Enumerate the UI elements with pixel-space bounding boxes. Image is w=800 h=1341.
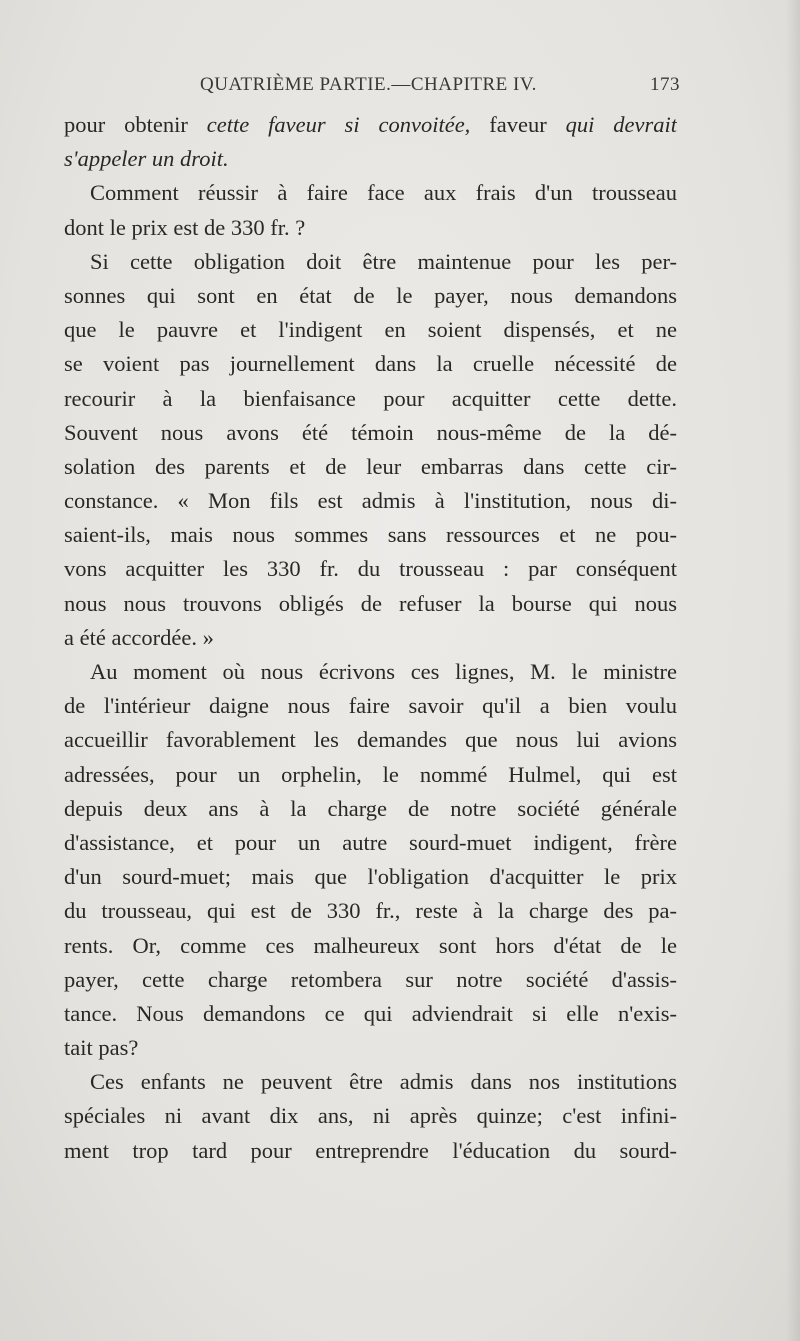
text-line bbox=[64, 655, 677, 689]
text-run: ment trop tard pour entreprendre l'éducation du sourd- bbox=[64, 1137, 677, 1163]
text-run: sonnes qui sont en état de le payer, nous demandons bbox=[64, 282, 677, 308]
running-header bbox=[200, 74, 680, 102]
text-line bbox=[64, 347, 677, 381]
text-line bbox=[64, 108, 677, 142]
text-run: vons acquitter les 330 fr. du trousseau : par conséquent bbox=[64, 556, 677, 582]
text-line bbox=[64, 997, 677, 1031]
text-run: de l'intérieur daigne nous faire savoir qu'il a bien voulu bbox=[64, 693, 677, 719]
text-run: rents. Or, comme ces malheureux sont hors d'état de le bbox=[64, 932, 677, 958]
text-line bbox=[64, 416, 677, 450]
text-line bbox=[64, 382, 677, 416]
text-run: a été accordée. » bbox=[64, 624, 214, 650]
text-run: Ces enfants ne peuvent être admis dans nos institutions bbox=[90, 1069, 677, 1095]
text-line bbox=[64, 552, 677, 586]
text-line bbox=[64, 792, 677, 826]
text-line bbox=[64, 142, 677, 176]
text-run: d'un sourd-muet; mais que l'obligation d'acquitter le prix bbox=[64, 864, 677, 890]
text-run: tait pas? bbox=[64, 1035, 139, 1061]
page-number: 173 bbox=[650, 74, 680, 95]
text-run: saient-ils, mais nous sommes sans ressources et ne pou- bbox=[64, 522, 677, 548]
text-line bbox=[64, 245, 677, 279]
text-run: solation des parents et de leur embarras dans cette cir- bbox=[64, 453, 677, 479]
text-line bbox=[64, 1099, 677, 1133]
text-run: payer, cette charge retombera sur notre société d'assis- bbox=[64, 966, 677, 992]
text-run: nous nous trouvons obligés de refuser la bourse qui nous bbox=[64, 590, 677, 616]
text-run: dont le prix est de 330 fr. ? bbox=[64, 214, 306, 240]
text-line bbox=[64, 723, 677, 757]
text-line bbox=[64, 826, 677, 860]
text-run: d'assistance, et pour un autre sourd-muet indigent, frère bbox=[64, 829, 677, 855]
text-line bbox=[64, 689, 677, 723]
text-line bbox=[64, 1134, 677, 1168]
text-run: Comment réussir à faire face aux frais d'un trousseau bbox=[90, 180, 677, 206]
italic-run: cette faveur si convoitée, bbox=[206, 112, 471, 137]
text-run: Au moment où nous écrivons ces lignes, M. le ministre bbox=[90, 659, 677, 684]
text-line bbox=[64, 450, 677, 484]
text-line bbox=[64, 929, 677, 963]
text-run: adressées, pour un orphelin, le nommé Hulmel, qui est bbox=[64, 761, 677, 787]
text-line bbox=[64, 1031, 677, 1065]
text-run: Souvent nous avons été témoin nous-même de la dé- bbox=[64, 419, 677, 445]
text-run: du trousseau, qui est de 330 fr., reste à la charge des pa- bbox=[64, 898, 677, 924]
body-text bbox=[64, 108, 677, 1168]
text-run: pour obtenir bbox=[64, 112, 207, 137]
text-run: se voient pas journellement dans la cruelle nécessité de bbox=[64, 351, 677, 377]
text-line bbox=[64, 963, 677, 997]
text-line bbox=[64, 484, 677, 518]
italic-run: s'appeler un droit. bbox=[64, 146, 229, 172]
text-run: spéciales ni avant dix ans, ni après quinze; c'est infini- bbox=[64, 1103, 677, 1129]
text-line bbox=[64, 313, 677, 347]
text-run: recourir à la bienfaisance pour acquitter cette dette. bbox=[64, 385, 677, 411]
text-line bbox=[64, 860, 677, 894]
running-title: QUATRIÈME PARTIE.—CHAPITRE IV. bbox=[200, 74, 537, 95]
text-run: tance. Nous demandons ce qui adviendrait si elle n'exis- bbox=[64, 1000, 677, 1026]
text-line bbox=[64, 279, 677, 313]
page-edge-shadow bbox=[786, 0, 800, 1341]
text-line bbox=[64, 894, 677, 928]
text-run: accueillir favorablement les demandes que nous lui avions bbox=[64, 727, 677, 753]
text-line bbox=[64, 176, 677, 210]
text-line bbox=[64, 587, 677, 621]
text-line bbox=[64, 621, 677, 655]
text-line bbox=[64, 758, 677, 792]
text-line bbox=[64, 211, 677, 245]
text-run: que le pauvre et l'indigent en soient dispensés, et ne bbox=[64, 317, 677, 343]
text-run: constance. « Mon fils est admis à l'institution, nous di- bbox=[64, 488, 677, 514]
italic-run: qui devrait bbox=[565, 112, 677, 137]
text-run: Si cette obligation doit être maintenue pour les per- bbox=[90, 248, 677, 274]
text-line bbox=[64, 1065, 677, 1099]
text-run: depuis deux ans à la charge de notre société générale bbox=[64, 795, 677, 821]
text-run: faveur bbox=[470, 112, 566, 137]
text-line bbox=[64, 518, 677, 552]
